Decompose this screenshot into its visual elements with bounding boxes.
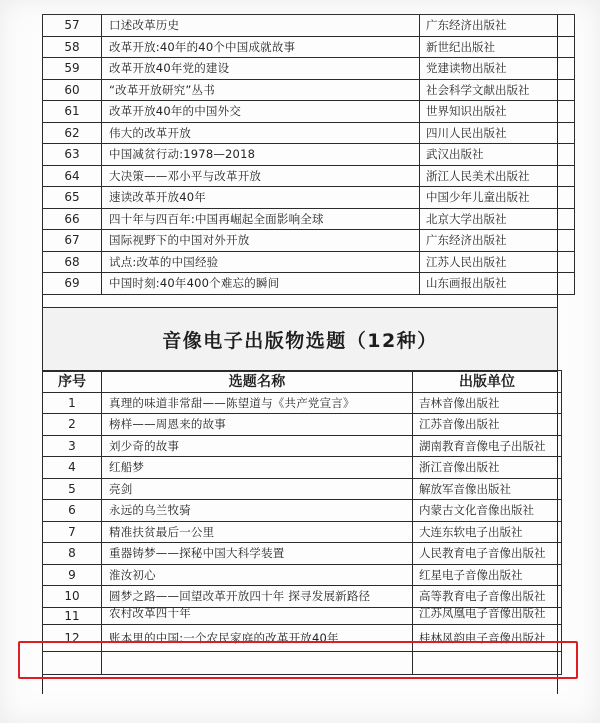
cell-publisher: 红星电子音像出版社: [413, 564, 562, 586]
cell-publisher: 中国少年儿童出版社: [420, 187, 575, 209]
cell-title: 中国减贫行动:1978—2018: [102, 144, 420, 166]
cell-no: 61: [43, 101, 102, 123]
header-no: 序号: [43, 371, 102, 393]
cell-publisher: 党建读物出版社: [420, 58, 575, 80]
cell-publisher: 山东画报出版社: [420, 273, 575, 295]
cell-title: 淮汝初心: [102, 564, 413, 586]
cell-publisher: 吉林音像出版社: [413, 392, 562, 414]
cell-title: 口述改革历史: [102, 15, 420, 37]
table-header-row: [43, 371, 562, 393]
cell-publisher: 江苏人民出版社: [420, 251, 575, 273]
cell-title: 改革开放40年党的建设: [102, 58, 420, 80]
cell-title: 重器铸梦——探秘中国大科学装置: [102, 543, 413, 565]
header-publisher: 出版单位: [413, 371, 562, 393]
banner-box: [42, 307, 558, 372]
cell-no: 7: [43, 521, 102, 543]
table-row-empty: [43, 651, 562, 674]
cell-no: 58: [43, 36, 102, 58]
cell-no: 1: [43, 392, 102, 414]
table-row: [43, 79, 575, 101]
cell-title: 改革开放40年的中国外交: [102, 101, 420, 123]
table-row: [43, 457, 562, 479]
table-row: [43, 144, 575, 166]
cell-no: 69: [43, 273, 102, 295]
cell-publisher: [413, 651, 562, 674]
cell-title: 账本里的中国:一个农民家庭的改革开放40年: [102, 624, 413, 651]
cell-title: “改革开放研究”丛书: [102, 79, 420, 101]
table-row: [43, 187, 575, 209]
table-row: [43, 414, 562, 436]
table-row: [43, 208, 575, 230]
table-row: [43, 122, 575, 144]
cell-title: 精准扶贫最后一公里: [102, 521, 413, 543]
top-table-body: [43, 15, 575, 295]
cell-title: 四十年与四百年:中国再崛起全面影响全球: [102, 208, 420, 230]
header-title: 选题名称: [102, 371, 413, 393]
cell-title: 中国时刻:40年400个难忘的瞬间: [102, 273, 420, 295]
cell-publisher: 内蒙古文化音像出版社: [413, 500, 562, 522]
cell-publisher: 浙江人民美术出版社: [420, 165, 575, 187]
table-row: [43, 500, 562, 522]
cell-publisher: 社会科学文献出版社: [420, 79, 575, 101]
cell-no: [43, 651, 102, 674]
cell-title: 真理的味道非常甜——陈望道与《共产党宣言》: [102, 392, 413, 414]
cell-publisher: 武汉出版社: [420, 144, 575, 166]
table-row: [43, 543, 562, 565]
cell-title: 试点:改革的中国经验: [102, 251, 420, 273]
cell-title: 亮剑: [102, 478, 413, 500]
cell-publisher: 江苏音像出版社: [413, 414, 562, 436]
cell-publisher: 浙江音像出版社: [413, 457, 562, 479]
bottom-table-section: [42, 370, 558, 675]
cell-title: 农村改革四十年: [102, 604, 413, 621]
cell-publisher: 北京大学出版社: [420, 208, 575, 230]
cell-title: 改革开放:40年的40个中国成就故事: [102, 36, 420, 58]
cell-no: 66: [43, 208, 102, 230]
cell-publisher: 四川人民出版社: [420, 122, 575, 144]
cell-no: 4: [43, 457, 102, 479]
cell-publisher: 桂林风韵电子音像出版社: [413, 624, 562, 651]
cell-publisher: 广东经济出版社: [420, 15, 575, 37]
cell-no: 8: [43, 543, 102, 565]
cell-no: 5: [43, 478, 102, 500]
cell-title: 国际视野下的中国对外开放: [102, 230, 420, 252]
cell-no: 57: [43, 15, 102, 37]
cell-no: 59: [43, 58, 102, 80]
cell-no: 60: [43, 79, 102, 101]
top-table-section: [42, 14, 558, 295]
cell-title: 速读改革开放40年: [102, 187, 420, 209]
cell-title: 刘少奇的故事: [102, 435, 413, 457]
table-row: [43, 251, 575, 273]
cell-no: 3: [43, 435, 102, 457]
cell-publisher: 解放军音像出版社: [413, 478, 562, 500]
table-row: [43, 101, 575, 123]
cell-publisher: 新世纪出版社: [420, 36, 575, 58]
cell-no: 67: [43, 230, 102, 252]
cell-title: [102, 651, 413, 674]
cell-no: 9: [43, 564, 102, 586]
cell-title: 圆梦之路——回望改革开放四十年 探寻发展新路径: [102, 586, 413, 608]
table-row: [43, 607, 562, 624]
cell-title: 永远的乌兰牧骑: [102, 500, 413, 522]
top-table: [42, 14, 575, 295]
cell-no: 62: [43, 122, 102, 144]
table-row-highlighted: [43, 624, 562, 651]
cell-no: 10: [43, 586, 102, 608]
table-row: [43, 58, 575, 80]
cell-no: 64: [43, 165, 102, 187]
section-banner: [42, 307, 558, 372]
cell-no: 11: [43, 607, 102, 624]
cell-publisher: 江苏凤凰电子音像出版社: [413, 604, 562, 621]
cell-title: 伟大的改革开放: [102, 122, 420, 144]
table-row: [43, 15, 575, 37]
cell-title: 红船梦: [102, 457, 413, 479]
table-row: [43, 521, 562, 543]
bottom-table-body: [43, 371, 562, 675]
table-row: [43, 273, 575, 295]
table-row: [43, 230, 575, 252]
cell-publisher: 高等教育电子音像出版社: [413, 586, 562, 608]
cell-title: 榜样——周恩来的故事: [102, 414, 413, 436]
banner-title: 音像电子出版物选题（12种）: [162, 330, 438, 352]
cell-publisher: 广东经济出版社: [420, 230, 575, 252]
cell-no: 12: [43, 624, 102, 651]
cell-no: 6: [43, 500, 102, 522]
cell-publisher: 湖南教育音像电子出版社: [413, 435, 562, 457]
cell-no: 2: [43, 414, 102, 436]
cell-no: 68: [43, 251, 102, 273]
cell-title: 大决策——邓小平与改革开放: [102, 165, 420, 187]
table-row: [43, 435, 562, 457]
cell-publisher: 世界知识出版社: [420, 101, 575, 123]
table-row: [43, 392, 562, 414]
cell-publisher: 大连东软电子出版社: [413, 521, 562, 543]
table-row: [43, 564, 562, 586]
table-row: [43, 165, 575, 187]
table-row: [43, 478, 562, 500]
table-row: [43, 36, 575, 58]
bottom-table: [42, 370, 562, 675]
cell-publisher: 人民教育电子音像出版社: [413, 543, 562, 565]
cell-no: 65: [43, 187, 102, 209]
cell-no: 63: [43, 144, 102, 166]
